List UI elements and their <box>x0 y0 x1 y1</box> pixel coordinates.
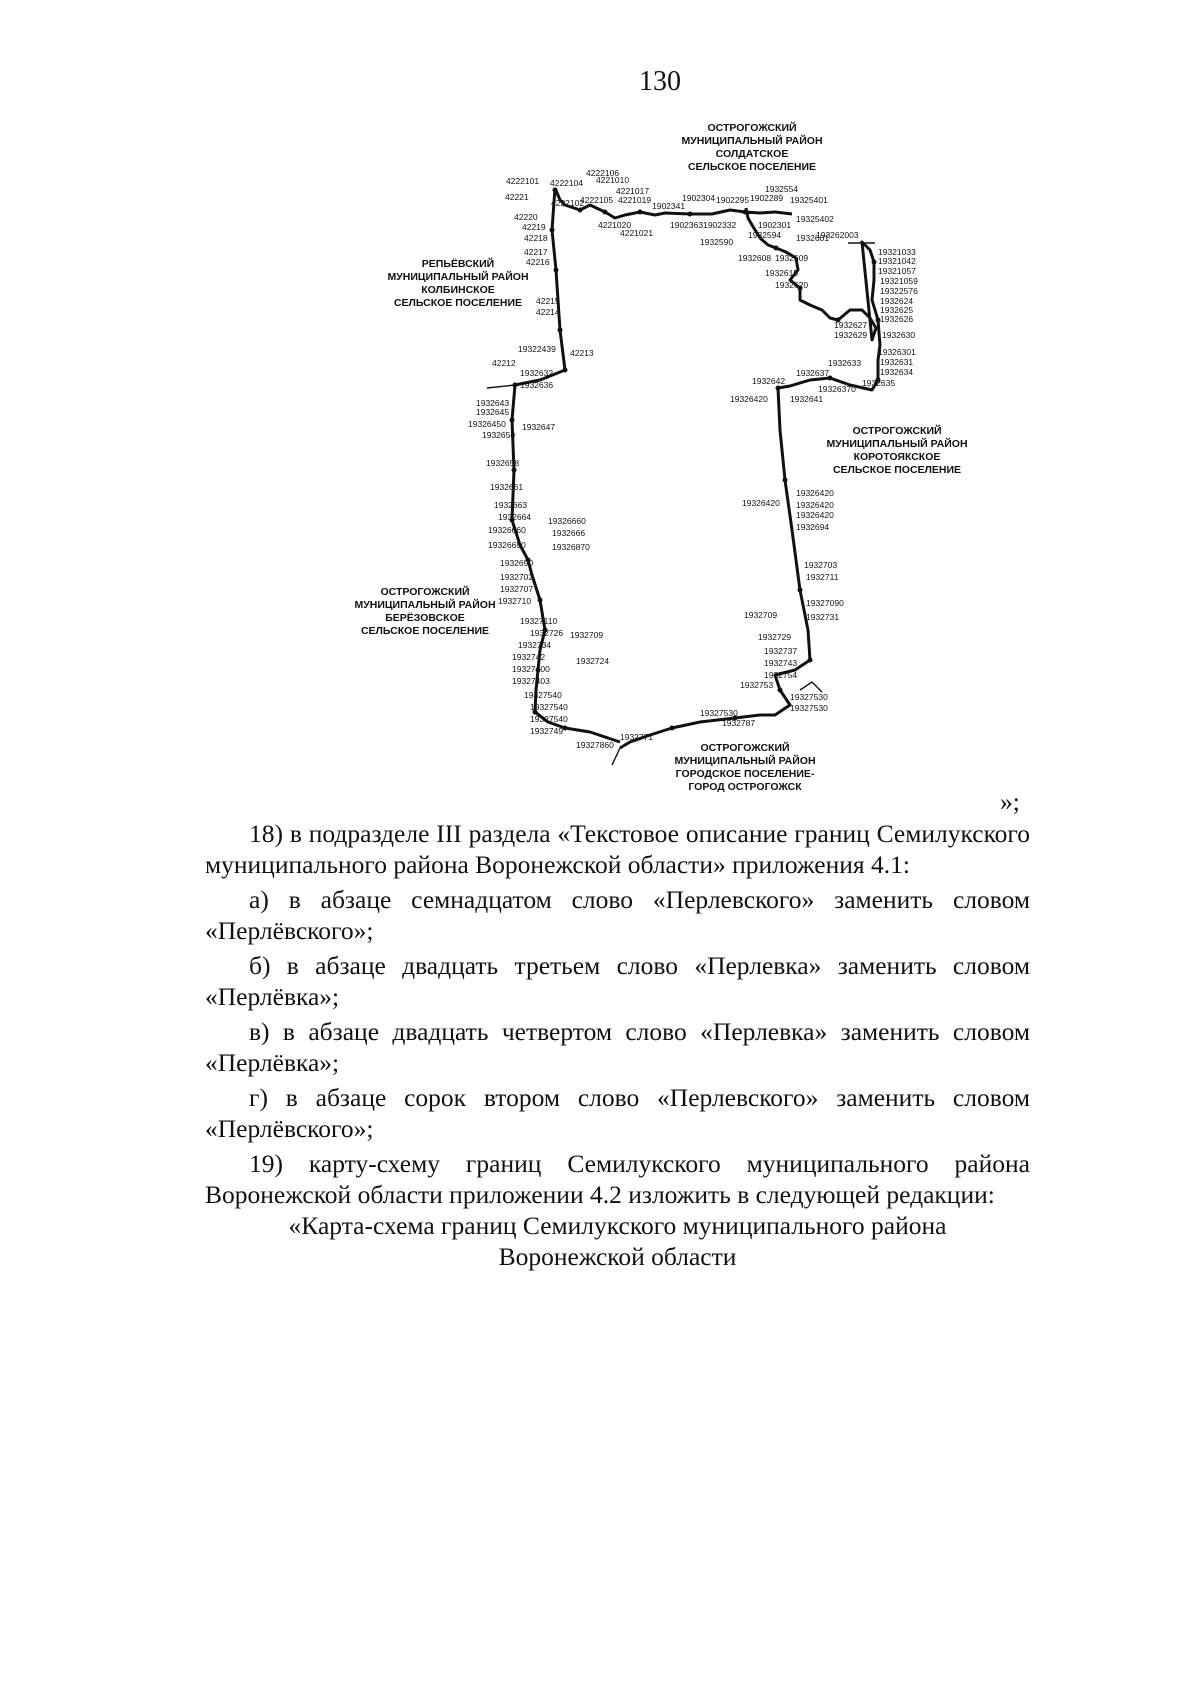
svg-text:42215: 42215 <box>536 296 560 306</box>
svg-text:СОЛДАТСКОЕ: СОЛДАТСКОЕ <box>715 148 789 160</box>
svg-text:19326420: 19326420 <box>730 394 768 404</box>
svg-text:1932627: 1932627 <box>834 320 868 330</box>
svg-text:МУНИЦИПАЛЬНЫЙ РАЙОН: МУНИЦИПАЛЬНЫЙ РАЙОН <box>387 271 529 283</box>
svg-text:1932647: 1932647 <box>522 422 556 432</box>
svg-text:42218: 42218 <box>524 233 548 243</box>
svg-text:19326660: 19326660 <box>548 516 586 526</box>
map-heading-line-1: «Карта-схема границ Семилукского муниципального района <box>288 1211 947 1240</box>
svg-text:1932702: 1932702 <box>500 572 534 582</box>
svg-text:19327860: 19327860 <box>576 740 614 750</box>
svg-text:19326870: 19326870 <box>552 542 590 552</box>
map-heading-line-2: Воронежской области <box>498 1242 737 1271</box>
document-body <box>205 818 1030 1272</box>
svg-text:19327540: 19327540 <box>530 714 568 724</box>
svg-text:42221: 42221 <box>505 192 529 202</box>
svg-text:19326450: 19326450 <box>468 419 506 429</box>
svg-text:1932703: 1932703 <box>804 560 838 570</box>
svg-text:1932743: 1932743 <box>764 658 798 668</box>
svg-text:1932554: 1932554 <box>765 184 799 194</box>
svg-text:19326370: 19326370 <box>818 384 856 394</box>
svg-text:1932629: 1932629 <box>834 330 868 340</box>
svg-text:19327530: 19327530 <box>790 703 828 713</box>
svg-text:1932661: 1932661 <box>490 482 524 492</box>
svg-text:1932709: 1932709 <box>570 630 604 640</box>
svg-text:4221021: 4221021 <box>620 228 654 238</box>
svg-text:1932707: 1932707 <box>500 584 534 594</box>
svg-text:1932636: 1932636 <box>520 380 554 390</box>
svg-text:4222101: 4222101 <box>506 176 540 186</box>
region-label-top <box>681 121 822 173</box>
svg-text:1932643: 1932643 <box>476 398 510 408</box>
svg-text:19327540: 19327540 <box>524 690 562 700</box>
svg-text:1932734: 1932734 <box>518 640 552 650</box>
svg-text:19327530: 19327530 <box>790 692 828 702</box>
svg-text:19326301: 19326301 <box>878 347 916 357</box>
svg-text:1932737: 1932737 <box>764 646 798 656</box>
svg-text:4222105: 4222105 <box>580 195 614 205</box>
svg-text:42214: 42214 <box>536 307 560 317</box>
point-labels <box>468 168 918 750</box>
svg-text:42219: 42219 <box>522 222 546 232</box>
svg-text:1932630: 1932630 <box>882 330 916 340</box>
svg-text:42220: 42220 <box>514 212 538 222</box>
svg-text:ГОРОД ОСТРОГОЖСК: ГОРОД ОСТРОГОЖСК <box>688 781 802 793</box>
svg-text:1932731: 1932731 <box>806 612 840 622</box>
svg-text:1932729: 1932729 <box>758 632 792 642</box>
svg-text:1902301: 1902301 <box>758 220 792 230</box>
region-label-left-bottom <box>354 585 495 637</box>
svg-text:1932635: 1932635 <box>862 378 896 388</box>
svg-text:19327400: 19327400 <box>512 664 550 674</box>
region-label-left-top <box>387 257 528 309</box>
svg-text:19325401: 19325401 <box>790 195 828 205</box>
svg-text:МУНИЦИПАЛЬНЫЙ РАЙОН: МУНИЦИПАЛЬНЫЙ РАЙОН <box>354 599 496 611</box>
svg-text:4221017: 4221017 <box>616 186 650 196</box>
boundary-line <box>512 188 880 748</box>
boundary-tail-right <box>800 682 822 692</box>
svg-text:1932620: 1932620 <box>775 280 809 290</box>
paragraph-18g: г) в абзаце сорок втором слово «Перлевского» заменить словом «Перлёвского»; <box>205 1083 1030 1143</box>
svg-text:1932625: 1932625 <box>880 305 914 315</box>
svg-text:1932664: 1932664 <box>498 512 532 522</box>
svg-text:19321059: 19321059 <box>880 276 918 286</box>
svg-text:42216: 42216 <box>526 257 550 267</box>
svg-text:19321033: 19321033 <box>878 247 916 257</box>
svg-text:1932631: 1932631 <box>880 357 914 367</box>
svg-text:1932710: 1932710 <box>498 596 532 606</box>
region-label-right <box>826 424 967 476</box>
svg-text:1932666: 1932666 <box>552 528 586 538</box>
svg-text:1932749: 1932749 <box>530 726 564 736</box>
svg-text:БЕРЁЗОВСКОЕ: БЕРЁЗОВСКОЕ <box>385 612 465 624</box>
svg-text:4222102: 4222102 <box>551 198 585 208</box>
svg-text:1932694: 1932694 <box>796 522 830 532</box>
svg-text:4221010: 4221010 <box>596 175 630 185</box>
svg-text:193262003: 193262003 <box>816 230 859 240</box>
svg-text:1932642: 1932642 <box>752 376 786 386</box>
svg-text:ОСТРОГОЖСКИЙ: ОСТРОГОЖСКИЙ <box>700 742 790 754</box>
svg-text:КОРОТОЯКСКОЕ: КОРОТОЯКСКОЕ <box>853 451 941 463</box>
svg-text:СЕЛЬСКОЕ ПОСЕЛЕНИЕ: СЕЛЬСКОЕ ПОСЕЛЕНИЕ <box>393 297 523 309</box>
svg-text:1902341: 1902341 <box>652 201 686 211</box>
svg-text:1932726: 1932726 <box>530 628 564 638</box>
svg-text:1932608: 1932608 <box>738 253 772 263</box>
svg-text:1932753: 1932753 <box>740 680 774 690</box>
svg-text:ОСТРОГОЖСКИЙ: ОСТРОГОЖСКИЙ <box>707 122 797 134</box>
svg-text:1932637: 1932637 <box>796 368 830 378</box>
svg-text:1902295: 1902295 <box>716 195 750 205</box>
svg-text:19321042: 19321042 <box>878 256 916 266</box>
svg-text:1932709: 1932709 <box>744 610 778 620</box>
svg-text:1932645: 1932645 <box>476 407 510 417</box>
svg-text:1902304: 1902304 <box>682 193 716 203</box>
svg-text:42212: 42212 <box>492 358 516 368</box>
boundary-tail-bottom <box>612 748 620 765</box>
svg-text:19322576: 19322576 <box>880 286 918 296</box>
svg-text:1932742: 1932742 <box>512 652 546 662</box>
svg-text:СЕЛЬСКОЕ ПОСЕЛЕНИЕ: СЕЛЬСКОЕ ПОСЕЛЕНИЕ <box>832 464 962 476</box>
svg-text:19326420: 19326420 <box>796 510 834 520</box>
svg-text:1932633: 1932633 <box>828 358 862 368</box>
svg-text:РЕПЬЁВСКИЙ: РЕПЬЁВСКИЙ <box>421 258 495 270</box>
svg-text:4221020: 4221020 <box>598 220 632 230</box>
svg-text:ОСТРОГОЖСКИЙ: ОСТРОГОЖСКИЙ <box>852 425 942 437</box>
svg-text:19321057: 19321057 <box>878 266 916 276</box>
svg-text:42217: 42217 <box>524 247 548 257</box>
svg-text:1932663: 1932663 <box>494 500 528 510</box>
quote-close: »; <box>1000 787 1020 816</box>
svg-text:1932634: 1932634 <box>880 367 914 377</box>
svg-text:1932594: 1932594 <box>748 230 782 240</box>
svg-text:1932771: 1932771 <box>620 732 654 742</box>
svg-text:1932690: 1932690 <box>500 558 534 568</box>
svg-text:19326690: 19326690 <box>488 540 526 550</box>
svg-text:19326420: 19326420 <box>796 500 834 510</box>
svg-text:1932650: 1932650 <box>482 430 516 440</box>
paragraph-19: 19) карту-схему границ Семилукского муниципального района Воронежской области приложении 4.2 изложить в следующей редакции: <box>205 1149 1030 1209</box>
svg-text:МУНИЦИПАЛЬНЫЙ РАЙОН: МУНИЦИПАЛЬНЫЙ РАЙОН <box>681 135 823 147</box>
svg-text:1932754: 1932754 <box>764 670 798 680</box>
svg-text:1932724: 1932724 <box>576 656 610 666</box>
svg-text:1932787: 1932787 <box>722 718 756 728</box>
svg-text:1932641: 1932641 <box>790 394 824 404</box>
page-number: 130 <box>639 66 681 97</box>
boundary-tail-left <box>487 385 515 388</box>
svg-text:19327530: 19327530 <box>700 708 738 718</box>
svg-text:19326660: 19326660 <box>488 525 526 535</box>
svg-text:19327090: 19327090 <box>806 598 844 608</box>
vertex-markers <box>510 188 881 731</box>
svg-text:КОЛБИНСКОЕ: КОЛБИНСКОЕ <box>421 284 495 296</box>
svg-text:1932626: 1932626 <box>880 314 914 324</box>
region-label-bottom <box>674 741 815 793</box>
svg-text:СЕЛЬСКОЕ ПОСЕЛЕНИЕ: СЕЛЬСКОЕ ПОСЕЛЕНИЕ <box>687 161 817 173</box>
svg-text:1902289: 1902289 <box>750 193 784 203</box>
paragraph-18: 18) в подразделе III раздела «Текстовое описание границ Семилукского муниципального района Воронежской области» приложения 4.1: <box>205 819 1030 879</box>
svg-text:4222106: 4222106 <box>586 168 620 178</box>
svg-text:МУНИЦИПАЛЬНЫЙ РАЙОН: МУНИЦИПАЛЬНЫЙ РАЙОН <box>674 755 816 767</box>
svg-text:1932609: 1932609 <box>775 253 809 263</box>
svg-text:1932658: 1932658 <box>486 458 520 468</box>
svg-text:4222104: 4222104 <box>550 178 584 188</box>
svg-text:1932624: 1932624 <box>880 296 914 306</box>
svg-text:4221019: 4221019 <box>618 195 652 205</box>
svg-text:ОСТРОГОЖСКИЙ: ОСТРОГОЖСКИЙ <box>380 586 470 598</box>
svg-text:19327403: 19327403 <box>512 676 550 686</box>
paragraph-18b: б) в абзаце двадцать третьем слово «Перлевка» заменить словом «Перлёвка»; <box>205 951 1030 1011</box>
svg-text:19326420: 19326420 <box>742 498 780 508</box>
svg-text:ГОРОДСКОЕ ПОСЕЛЕНИЕ-: ГОРОДСКОЕ ПОСЕЛЕНИЕ- <box>675 768 815 780</box>
svg-text:42213: 42213 <box>570 348 594 358</box>
svg-text:1932601: 1932601 <box>796 233 830 243</box>
paragraph-18v: в) в абзаце двадцать четвертом слово «Перлевка» заменить словом «Перлёвка»; <box>205 1017 1030 1077</box>
svg-text:1932711: 1932711 <box>806 572 839 582</box>
svg-text:19325402: 19325402 <box>796 214 834 224</box>
svg-text:19327110: 19327110 <box>520 616 558 626</box>
svg-text:19326420: 19326420 <box>796 488 834 498</box>
paragraph-18a: а) в абзаце семнадцатом слово «Перлевского» заменить словом «Перлёвского»; <box>205 885 1030 945</box>
svg-text:1932632: 1932632 <box>520 368 554 378</box>
svg-text:СЕЛЬСКОЕ ПОСЕЛЕНИЕ: СЕЛЬСКОЕ ПОСЕЛЕНИЕ <box>360 625 490 637</box>
svg-text:19322439: 19322439 <box>518 344 556 354</box>
svg-text:1932590: 1932590 <box>700 237 734 247</box>
svg-text:19327540: 19327540 <box>530 702 568 712</box>
svg-text:19023631902332: 19023631902332 <box>670 220 737 230</box>
boundary-map <box>0 0 1200 810</box>
svg-text:1932615: 1932615 <box>765 268 799 278</box>
svg-text:МУНИЦИПАЛЬНЫЙ РАЙОН: МУНИЦИПАЛЬНЫЙ РАЙОН <box>826 438 968 450</box>
